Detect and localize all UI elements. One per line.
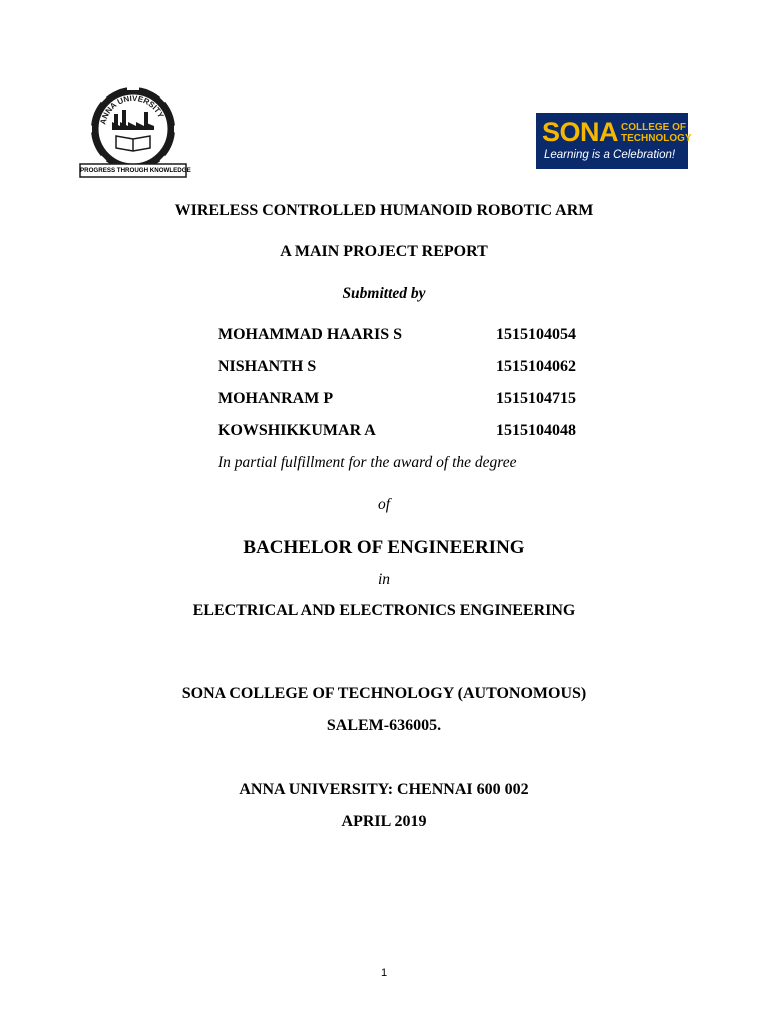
student-name: MOHAMMAD HAARIS S <box>218 326 402 343</box>
college-name: SONA COLLEGE OF TECHNOLOGY (AUTONOMOUS) <box>181 685 587 702</box>
fulfillment-text: In partial fulfillment for the award of the degree <box>218 454 517 471</box>
student-roll: 1515104048 <box>496 422 576 439</box>
sona-subtitle <box>621 122 692 144</box>
student-roll: 1515104054 <box>496 326 576 343</box>
page-number: 1 <box>380 967 388 979</box>
degree-title: BACHELOR OF ENGINEERING <box>243 537 525 558</box>
university-name: ANNA UNIVERSITY: CHENNAI 600 002 <box>239 781 529 798</box>
of-text: of <box>377 496 391 513</box>
college-city: SALEM-636005. <box>326 717 442 734</box>
anna-university-logo <box>78 84 191 180</box>
branch-name: ELECTRICAL AND ELECTRONICS ENGINEERING <box>192 602 576 619</box>
project-title: WIRELESS CONTROLLED HUMANOID ROBOTIC ARM <box>174 202 594 219</box>
sona-subtitle-line2: TECHNOLOGY <box>621 133 692 144</box>
sona-tagline: Learning is a Celebration! <box>544 149 676 161</box>
svg-text:ANNA UNIVERSITY: ANNA UNIVERSITY <box>98 93 166 126</box>
student-roll: 1515104062 <box>496 358 576 375</box>
student-name: KOWSHIKKUMAR A <box>218 422 376 439</box>
student-roll: 1515104715 <box>496 390 576 407</box>
student-name: NISHANTH S <box>218 358 317 375</box>
sona-college-logo <box>536 113 692 169</box>
sona-brand-text: SONA <box>542 117 619 147</box>
report-type: A MAIN PROJECT REPORT <box>280 243 488 260</box>
sona-subtitle-line1: COLLEGE OF <box>621 122 686 133</box>
in-text: in <box>377 571 391 588</box>
anna-university-motto: PROGRESS THROUGH KNOWLEDGE <box>80 167 191 174</box>
submitted-by: Submitted by <box>342 285 426 302</box>
student-name: MOHANRAM P <box>218 390 334 407</box>
submission-date: APRIL 2019 <box>341 813 427 830</box>
